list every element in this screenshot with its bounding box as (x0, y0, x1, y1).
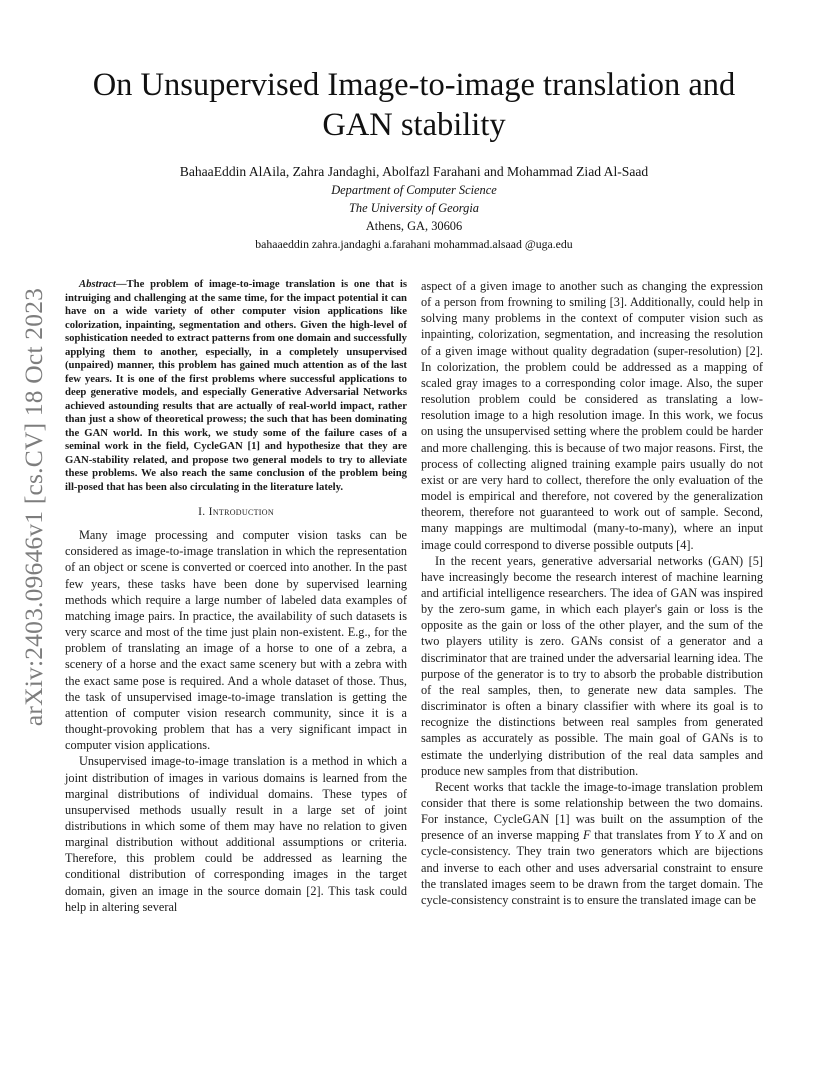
location: Athens, GA, 30606 (365, 219, 463, 233)
math-variable-f: F (582, 828, 591, 843)
section-heading-introduction (65, 504, 407, 520)
left-column (65, 278, 407, 915)
intro-paragraph-1: Many image processing and computer vision tasks can be considered as image-to-image translation in which the representation of an object or scene is converted or coerced into another. In the past few years, these tasks have been done by supervised learning methods which require a large number of labeled data examples of matching image pairs. In practice, the availability of such datasets is very scarce and most of the time just plain non-existent. E.g., for the problem of translating an image of a horse to one of a zebra, a scenery of a horse and the exact same scenery but with a zebra with the exact same pose is required. And a whole dataset of those. Thus, the task of unsupervised image-to-image translation is getting the attention of computer vision research community, since it is a thought-provoking problem that has a very significant impact in computer vision applications. (65, 528, 407, 753)
author-block (60, 162, 768, 253)
paragraph-text: to (701, 828, 718, 843)
intro-paragraph-4 (421, 779, 763, 908)
paragraph-text: Recent works that tackle the image-to-image translation problem consider that there is some relationship between the two domains. For instance, CycleGAN [1] was built on the assumption of the presence of an inverse mapping (421, 779, 763, 843)
author-names: BahaaEddin AlAila, Zahra Jandaghi, Abolfazl Farahani and Mohammad Ziad Al-Saad (179, 164, 649, 179)
section-title: Introduction (208, 505, 274, 518)
intro-paragraph-2-continued: aspect of a given image to another such as changing the expression of a person from frowning to smiling [3]. Additionally, could help in solving many problems in the context of computer vision such as inpainting, colorization, segmentation, and increasing the resolution of a given image without quality degradation (super-resolution) [2]. In colorization, the problem could be addressed as a mapping of scaled gray images to a corresponding color image. Also, the super resolution problem could be considered as translating a low-resolution image to a high resolution image. In this work, we focus on using the unsupervised setting where the problem could be harder and more challenging. this is because of two major reasons. First, the process of collecting aligned training example pairs usually do not exist or are very hard to collect, therefore the only evaluation of the model is empirical and therefore, not covered by the generalization theorem, therefore not guaranteed to work out of sample. Second, many mappings are multimodal (many-to-many), where an input image could correspond to diverse possible outputs [4]. (421, 279, 763, 552)
arxiv-identifier-text: arXiv:2403.09646v1 [cs.CV] 18 Oct 2023 (19, 287, 48, 727)
intro-paragraph-3: In the recent years, generative adversarial networks (GAN) [5] have increasingly become the research interest of machine learning and artificial intelligence researchers. The idea of GAN was inspired by the zero-sum game, in which each player's gain or loss is the opposite as the gain or loss of the other player, and the sum of the two players utility is zero. GANs consist of a generator and a discriminator that are trained under the adversarial learning idea. The purpose of the generator is to try to absorb the probable distribution of the real samples, then, to generate new data samples. The discriminator is often a binary classifier with where its goal is to recognize the distinctions between real samples from generated samples as accurately as possible. The main goal of GANs is to estimate the underlying distribution of the real data samples and produce new samples from that distribution. (421, 553, 763, 778)
section-number: I. (198, 505, 206, 518)
paragraph-text: and on cycle-consistency. They train two generators which are bijections and inverse to each other and uses adversarial constraint to ensure the translated images seem to be drawn from the target domain. The cycle-consistency constraint is to ensure the translated image can be (421, 828, 763, 907)
abstract (65, 278, 407, 494)
right-column (421, 278, 763, 908)
paper-title: On Unsupervised Image-to-image translation and GAN stability (92, 67, 736, 143)
department-name: Department of Computer Science (331, 183, 497, 197)
university-name: The University of Georgia (349, 201, 479, 215)
math-variable-y: Y (694, 828, 701, 843)
abstract-label: Abstract (79, 278, 116, 290)
author-emails: bahaaeddin zahra.jandaghi a.farahani mohammad.alsaad @uga.edu (255, 237, 573, 251)
intro-paragraph-2: Unsupervised image-to-image translation is a method in which a joint distribution of images in various domains is learned from the marginal distributions of individual domains. These types of unsupervised methods usually result in a large set of joint distributions in which some of them may have no relation to given marginal distribution without additional assumptions or criteria. Therefore, this problem could be addressed as learning the conditional distribution of corresponding images in the target domain, given an image in the source domain [2]. This task could help in altering several (65, 754, 407, 914)
arxiv-identifier-stamp[interactable] (12, 287, 56, 727)
paragraph-text: that translates from (590, 828, 695, 843)
math-variable-x: X (718, 828, 726, 843)
abstract-text: —The problem of image-to-image translation is one that is intruiging and challenging at the same time, for the impact potential it can have on a wide variety of other computer vision applications like colorization, inpainting, segmentation and others. Given the high-level of sophistication needed to extract patterns from one domain and successfully applying them to another, especially, in a completely unsupervised (unpaired) manner, this problem has gained much attention as of the last few years. It is one of the first problems where successful applications to deep generative models, and especially Generative Adversarial Networks achieved astounding results that are actually of real-world impact, rather than just a show of theoretical prowess; the such that has been dominating the GAN world. In this work, we study some of the failure cases of a seminal work in the field, CycleGAN [1] and hypothesize that they are GAN-stability related, and propose two general models to try to alleviate these problems. We also reach the same conclusion of the problem being ill-posed that has been also circulating in the literature lately. (65, 278, 407, 493)
